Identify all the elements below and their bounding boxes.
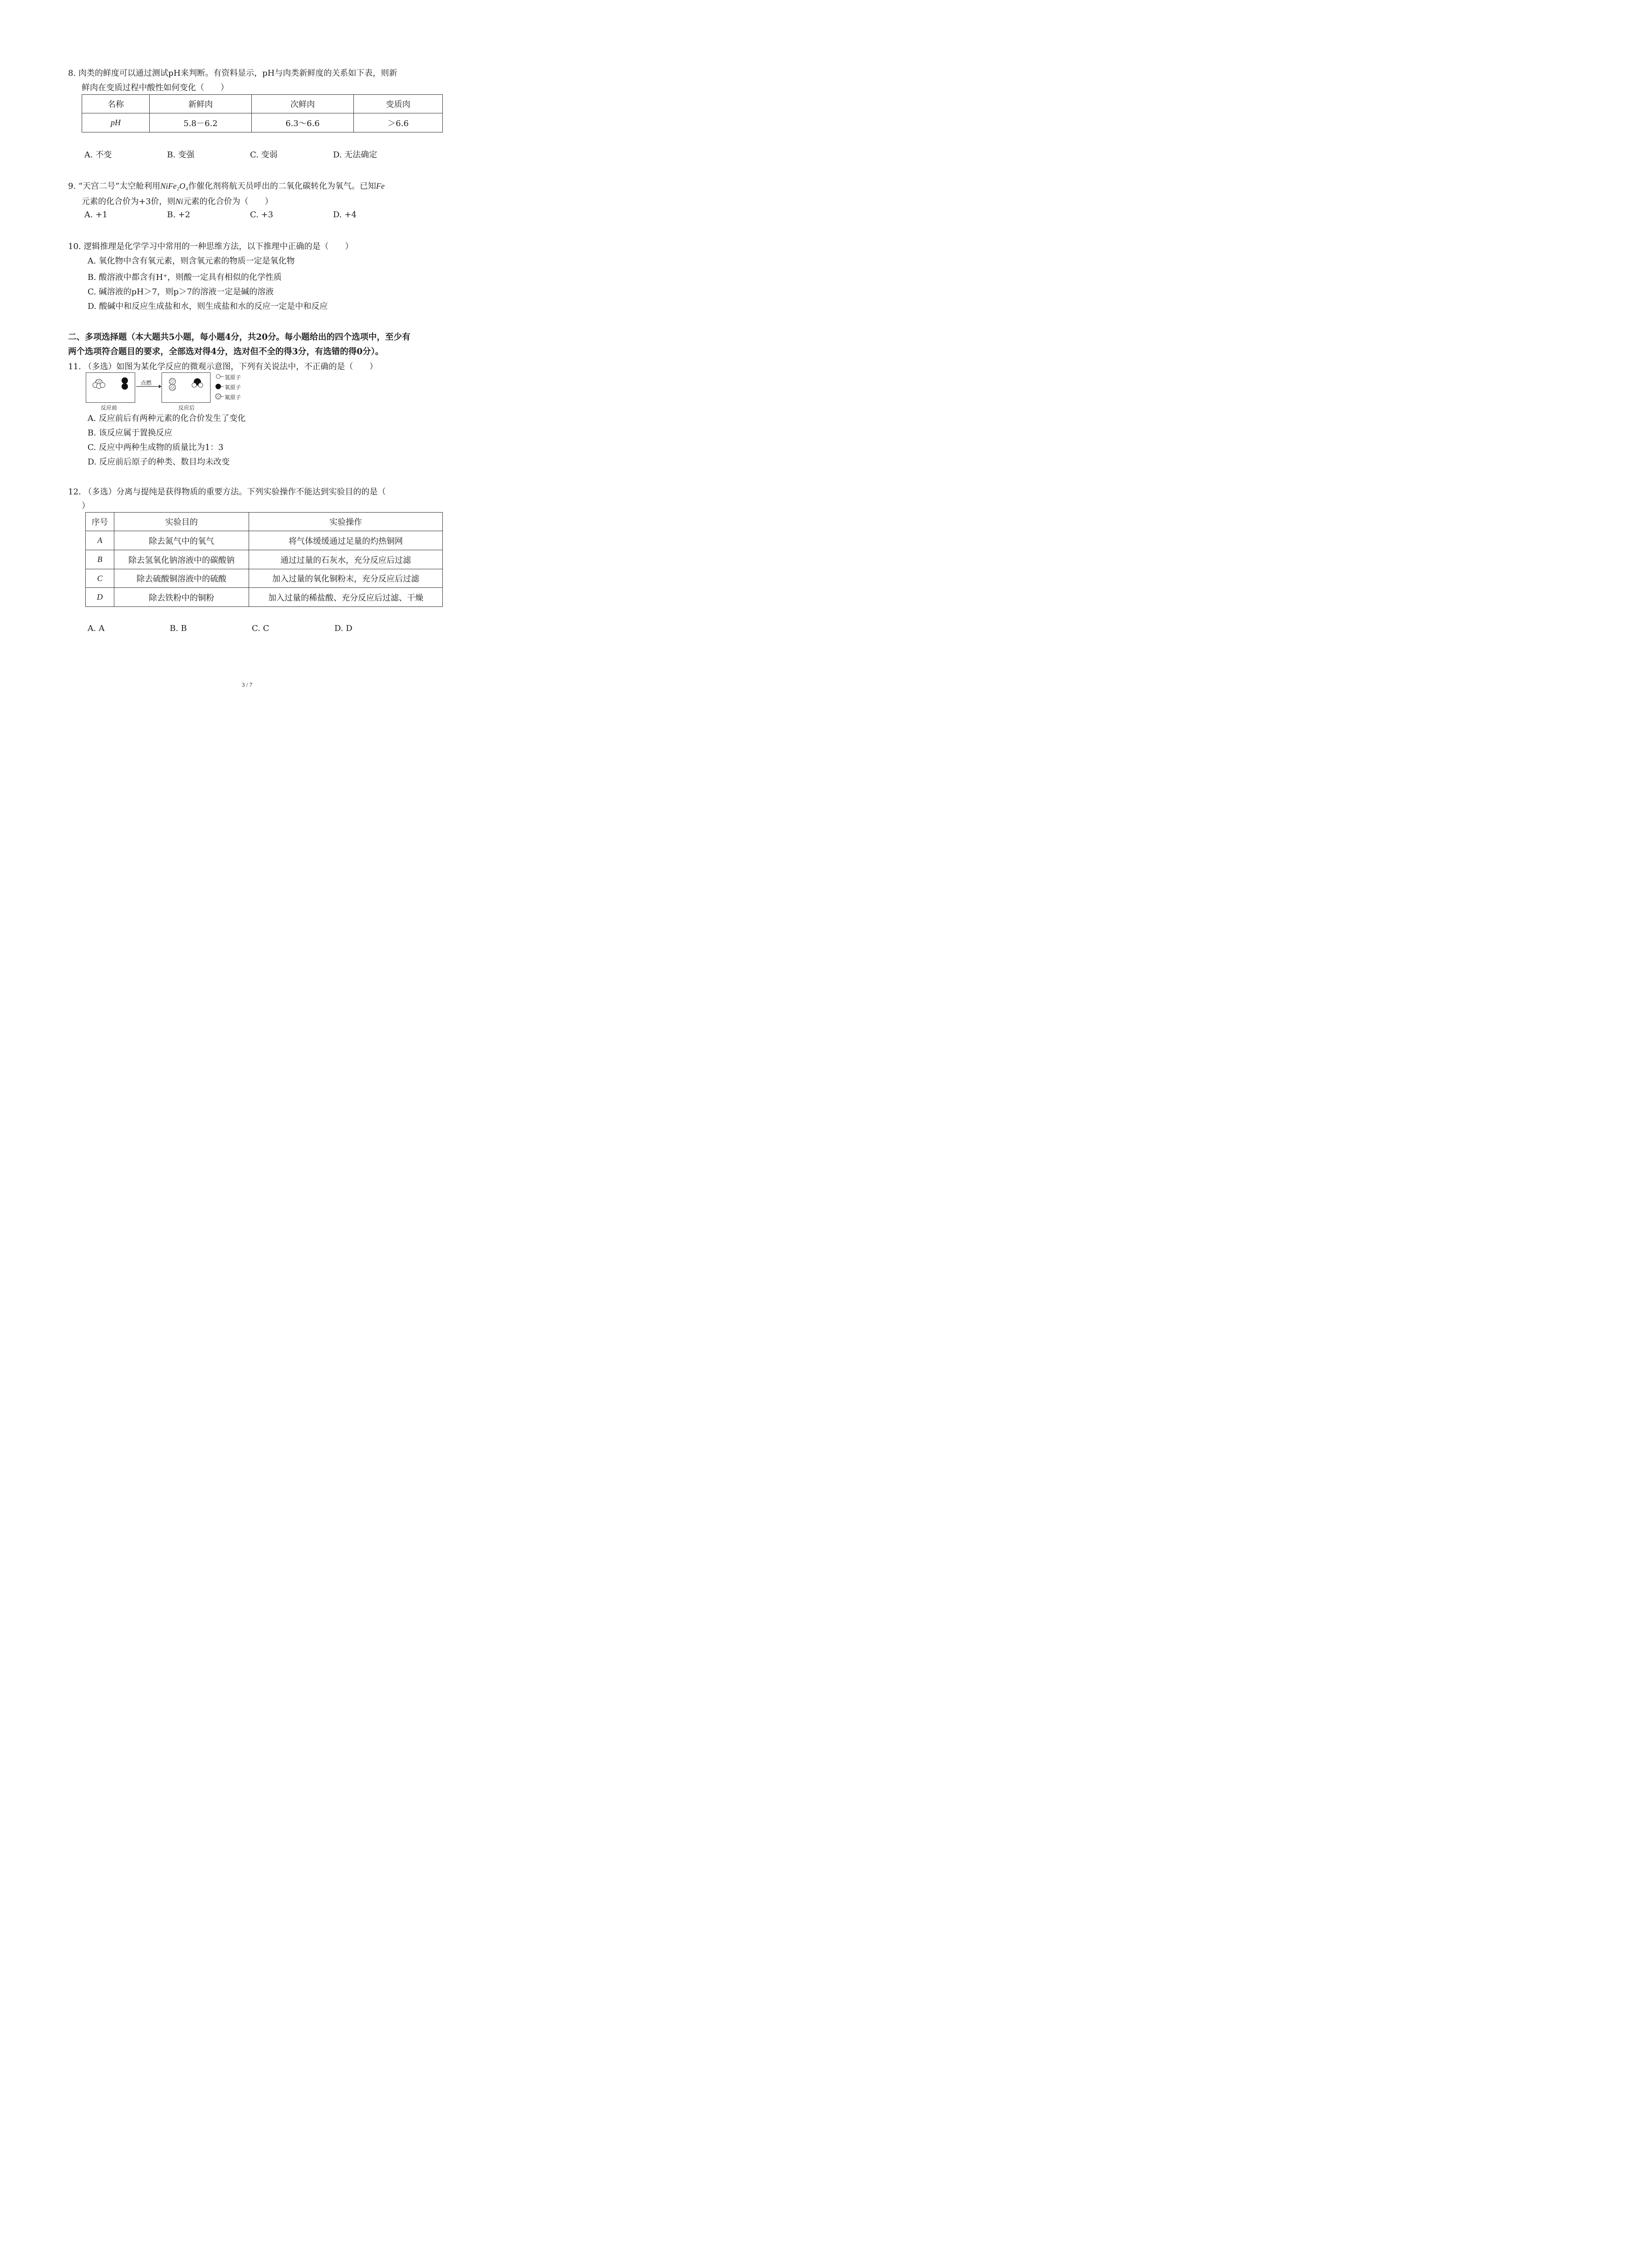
q8-table-cell-0: pH (82, 113, 150, 132)
q9-fe: Fe (376, 181, 385, 191)
q8-table-cell-2: 6.3～6.6 (252, 113, 354, 132)
q8-option-d: D. 无法确定 (333, 150, 377, 160)
q8-table-header-2: 次鲜肉 (252, 95, 354, 113)
q11-before-box (86, 372, 135, 403)
q10-option-c: C. 碱溶液的pH＞7，则p＞7的溶液一定是碱的溶液 (88, 287, 274, 297)
q12-option-c: C. C (252, 624, 269, 633)
q9-stem-text-c: 元素的化合价为+3价，则 (82, 197, 176, 206)
q12-row-c-op: 加入过量的氧化铜粉末，充分反应后过滤 (249, 569, 443, 588)
hydrogen-atom (100, 383, 105, 388)
q11-after-molecules (162, 373, 210, 402)
q12-row-a-goal: 除去氮气中的氧气 (114, 531, 249, 550)
q9-option-b: B. +2 (167, 210, 191, 220)
q10-stem: 10. 逻辑推理是化学学习中常用的一种思维方法，以下推理中正确的是（ ） (68, 242, 353, 251)
q12-row-b-id: B (86, 550, 114, 569)
q9-stem-text-d: 元素的化合价为（ ） (183, 197, 273, 206)
q12-stem-line2: ） (82, 501, 90, 511)
q12-option-a: A. A (88, 624, 105, 633)
hydrogen-legend-icon (216, 375, 220, 379)
q11-option-b: B. 该反应属于置换反应 (88, 428, 172, 438)
legend-oxygen-label: 氧原子 (225, 384, 241, 391)
q10-option-a: A. 氧化物中含有氧元素，则含氧元素的物质一定是氧化物 (88, 256, 295, 266)
q9-stem-text-a: 9. “天宫二号”太空舱利用 (68, 181, 161, 191)
q8-ph-table (82, 94, 443, 132)
legend-nitrogen-label: 氮原子 (225, 394, 241, 401)
q9-formula: NiFe₂O₄ (160, 181, 188, 191)
q9-stem-text-b: 作催化剂将航天员呼出的二氧化碳转化为氧气。已知 (188, 181, 376, 191)
q10-option-b: B. 酸溶液中都含有H⁺，则酸一定具有相似的化学性质 (88, 273, 282, 282)
q12-table-header-2: 实验操作 (249, 513, 443, 531)
q12-row-b-op: 通过过量的石灰水，充分反应后过滤 (249, 550, 443, 569)
q11-before-label: 反应前 (101, 405, 118, 411)
q11-option-c: C. 反应中两种生成物的质量比为1：3 (88, 443, 224, 452)
q12-row-a-op: 将气体缓缓通过足量的灼热铜网 (249, 531, 443, 550)
q12-option-b: B. B (170, 624, 187, 633)
q11-arrow-label: 点燃 (141, 380, 152, 386)
q11-option-a: A. 反应前后有两种元素的化合价发生了变化 (88, 414, 246, 423)
q11-after-box (162, 372, 211, 403)
page-number: 3 / 7 (242, 681, 253, 688)
q9-stem-line2 (82, 195, 273, 207)
q8-table-header-3: 变质肉 (354, 95, 443, 113)
q9-stem-line1 (68, 180, 385, 191)
q9-ni: Ni (175, 197, 183, 206)
nitrogen-atom (169, 378, 176, 385)
oxygen-atom (122, 377, 128, 384)
q12-row-d-op: 加入过量的稀盐酸、充分反应后过滤、干燥 (249, 588, 443, 607)
q8-table-header-0: 名称 (82, 95, 150, 113)
q12-experiment-table (85, 512, 443, 607)
q8-stem-line2: 鲜肉在变质过程中酸性如何变化（ ） (82, 83, 229, 93)
q12-table-header-0: 序号 (86, 513, 114, 531)
q11-legend (215, 373, 251, 402)
q12-row-b-goal: 除去氢氧化钠溶液中的碳酸钠 (114, 550, 249, 569)
q12-row-c-id: C (86, 569, 114, 588)
q12-option-d: D. D (334, 624, 353, 633)
q8-table-cell-1: 5.8－6.2 (150, 113, 252, 132)
q12-row-d-id: D (86, 588, 114, 607)
q9-option-d: D. +4 (333, 210, 357, 220)
q11-after-label: 反应后 (178, 405, 195, 411)
q9-option-a: A. +1 (84, 210, 108, 220)
q12-row-d-goal: 除去铁粉中的铜粉 (114, 588, 249, 607)
q11-option-d: D. 反应前后原子的种类、数目均未改变 (88, 457, 230, 467)
q11-before-molecules (86, 373, 135, 402)
q10-option-d: D. 酸碱中和反应生成盐和水，则生成盐和水的反应一定是中和反应 (88, 302, 328, 311)
q8-option-a: A. 不变 (84, 150, 112, 160)
q8-option-c: C. 变弱 (250, 150, 278, 160)
oxygen-legend-icon (216, 384, 221, 389)
nitrogen-atom (169, 384, 176, 391)
q12-table-header-1: 实验目的 (114, 513, 249, 531)
q8-table-cell-3: ＞6.6 (354, 113, 443, 132)
hydrogen-atom (198, 383, 203, 387)
nitrogen-legend-icon (216, 394, 221, 399)
q9-option-c: C. +3 (250, 210, 274, 220)
q12-row-a-id: A (86, 531, 114, 550)
q12-stem-line1: 12. （多选）分离与提纯是获得物质的重要方法。下列实验操作不能达到实验目的的是（ (68, 487, 386, 497)
q12-row-c-goal: 除去硫酸铜溶液中的硫酸 (114, 569, 249, 588)
q11-stem: 11. （多选）如图为某化学反应的微观示意图，下列有关说法中，不正确的是（ ） (68, 362, 378, 371)
section2-heading-line1: 二、多项选择题（本大题共5小题，每小题4分，共20分。每小题给出的四个选项中，至少有 (68, 332, 411, 342)
q8-option-b: B. 变强 (167, 150, 195, 160)
hydrogen-atom (192, 383, 196, 387)
section2-heading-line2: 两个选项符合题目的要求，全部选对得4分，选对但不全的得3分，有选错的得0分）。 (68, 347, 384, 357)
q8-stem-line1: 8. 肉类的鲜度可以通过测试pH来判断。有资料显示，pH与肉类新鲜度的关系如下表，则新 (68, 68, 397, 78)
legend-hydrogen-label: 氢原子 (225, 374, 241, 381)
oxygen-atom (122, 383, 128, 390)
q8-table-header-1: 新鲜肉 (150, 95, 252, 113)
